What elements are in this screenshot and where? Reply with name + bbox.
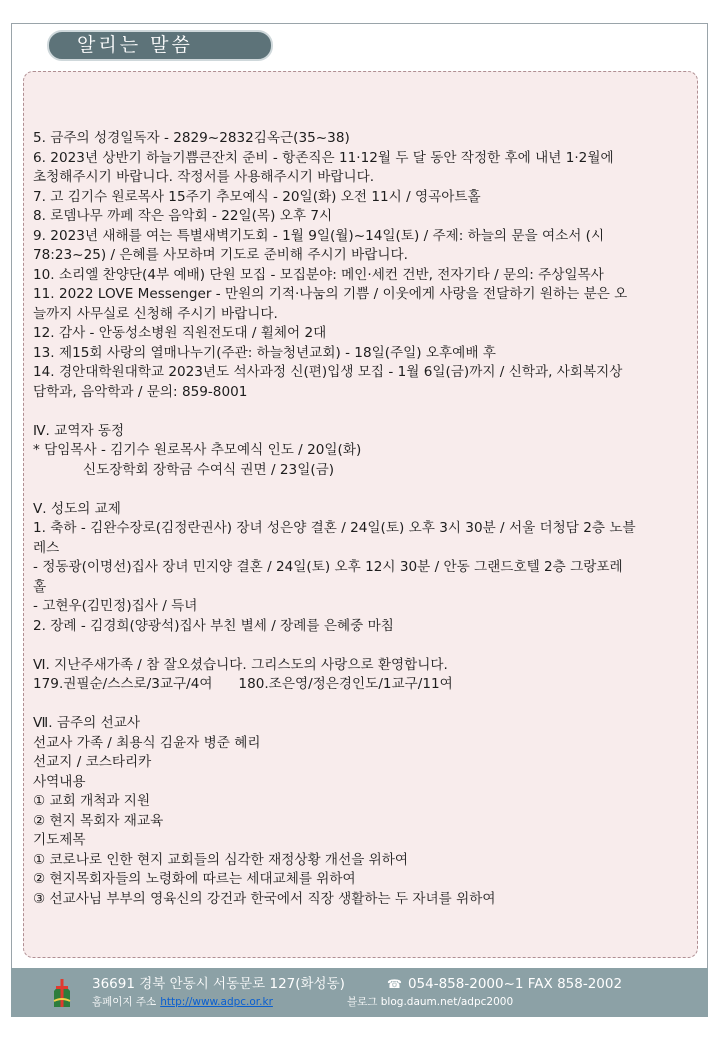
church-address: 36691 경북 안동시 서동문로 127(화성동) xyxy=(92,976,345,992)
notice-line: 사역내용 xyxy=(33,773,86,790)
notice-line: 8. 로뎀나무 까페 작은 음악회 - 22일(목) 오후 7시 xyxy=(33,208,333,224)
homepage-link[interactable]: http://www.adpc.or.kr xyxy=(160,996,273,1008)
notice-line: 신도장학회 장학금 수여식 권면 / 23일(금) xyxy=(83,461,335,478)
notice-line: ① 코로나로 인한 현지 교회들의 심각한 재정상황 개선을 위하여 xyxy=(33,851,409,868)
notice-line: ③ 선교사님 부부의 영육신의 강건과 한국에서 직장 생활하는 두 자녀를 위하여 xyxy=(33,890,496,907)
notice-line: 9. 2023년 새해를 여는 특별새벽기도회 - 1월 9일(월)~14일(토) / 주제: 하늘의 문을 여소서 (시 xyxy=(33,227,605,244)
notice-line: - 고현우(김민정)집사 / 득녀 xyxy=(33,598,198,614)
section-title: 알리는 말씀 xyxy=(47,30,273,61)
section-heading: Ⅳ. 교역자 동정 xyxy=(33,422,125,439)
notice-line: ② 현지 목회자 재교육 xyxy=(33,812,164,829)
section-heading: Ⅵ. 지난주새가족 / 참 잘오셨습니다. 그리스도의 사랑으로 환영합니다. xyxy=(33,656,448,673)
homepage xyxy=(92,995,273,1009)
notice-line: 초청해주시기 바랍니다. 작정서를 사용해주시기 바랍니다. xyxy=(33,169,375,185)
notice-line: ① 교회 개척과 지원 xyxy=(33,793,151,809)
notice-line: 10. 소리엘 찬양단(4부 예배) 단원 모집 - 모집분야: 메인·세컨 건반, 전자기타 / 문의: 주상일목사 xyxy=(33,266,604,283)
notice-line: 선교지 / 코스타리카 xyxy=(33,754,152,770)
church-cross-logo xyxy=(50,977,74,1009)
notice-line: 179.권필순/스스로/3교구/4여 180.조은영/정은경인도/1교구/11여 xyxy=(33,676,453,692)
notice-line: - 정동광(이명선)집사 장녀 민지양 결혼 / 24일(토) 오후 12시 30분 / 안동 그랜드호텔 2층 그랑포레 xyxy=(33,559,623,575)
notice-line: 늘까지 사무실로 신청해 주시기 바랍니다. xyxy=(33,305,278,322)
phone-icon: ☎ xyxy=(387,977,402,991)
footer xyxy=(11,968,708,1017)
notice-line: 13. 제15회 사랑의 열매나누기(주관: 하늘청년교회) - 18일(주일) 오후예배 후 xyxy=(33,344,496,361)
notice-line: 홀 xyxy=(33,578,47,595)
notice-line: 담학과, 음악학과 / 문의: 859-8001 xyxy=(33,383,248,400)
phone-fax-text: 054-858-2000~1 FAX 858-2002 xyxy=(407,976,623,992)
spacer xyxy=(33,695,693,715)
spacer xyxy=(33,636,693,656)
notice-line: 12. 감사 - 안동성소병원 직원전도대 / 휠체어 2대 xyxy=(33,325,327,341)
notice-line: 11. 2022 LOVE Messenger - 만원의 기적·나눔의 기쁨 / 이웃에게 사랑을 전달하기 원하는 분은 오 xyxy=(33,286,628,302)
notice-line: 선교사 가족 / 최용식 김윤자 병준 혜리 xyxy=(33,734,261,751)
notice-line: * 담임목사 - 김기수 원로목사 추모예식 인도 / 20일(화) xyxy=(33,442,362,458)
notice-content xyxy=(33,129,693,909)
notice-line: 레스 xyxy=(33,539,60,556)
notice-line: 1. 축하 - 김완수장로(김정란권사) 장녀 성은양 결혼 / 24일(토) 오후 3시 30분 / 서울 더청담 2층 노블 xyxy=(33,520,636,536)
notice-line: 14. 경안대학원대학교 2023년도 석사과정 신(편)입생 모집 - 1월 6일(금)까지 / 신학과, 사회복지상 xyxy=(33,364,623,380)
notice-line: 2. 장례 - 김경희(양광석)집사 부친 별세 / 장례를 은혜중 마침 xyxy=(33,617,394,634)
spacer xyxy=(33,480,693,500)
notice-line: 기도제목 xyxy=(33,832,86,848)
blog-address: 블로그 blog.daum.net/adpc2000 xyxy=(347,996,514,1008)
notice-line: ② 현지목회자들의 노령화에 따르는 세대교체를 위하여 xyxy=(33,871,356,887)
section-heading: Ⅶ. 금주의 선교사 xyxy=(33,715,140,731)
notice-line: 6. 2023년 상반기 하늘기쁨큰잔치 준비 - 항존직은 11·12월 두 달 동안 작정한 후에 내년 1·2월에 xyxy=(33,149,614,166)
homepage-label: 홈페이지 주소 xyxy=(92,996,157,1008)
notice-line: 7. 고 김기수 원로목사 15주기 추모예식 - 20일(화) 오전 11시 / 영곡아트홀 xyxy=(33,188,481,205)
notice-line: 5. 금주의 성경일독자 - 2829~2832김옥근(35~38) xyxy=(33,130,350,146)
phone-fax xyxy=(387,975,622,993)
notice-line: 78:23~25) / 은혜를 사모하며 기도로 준비해 주시기 바랍니다. xyxy=(33,247,408,263)
section-heading: Ⅴ. 성도의 교제 xyxy=(33,500,121,517)
spacer xyxy=(33,402,693,422)
